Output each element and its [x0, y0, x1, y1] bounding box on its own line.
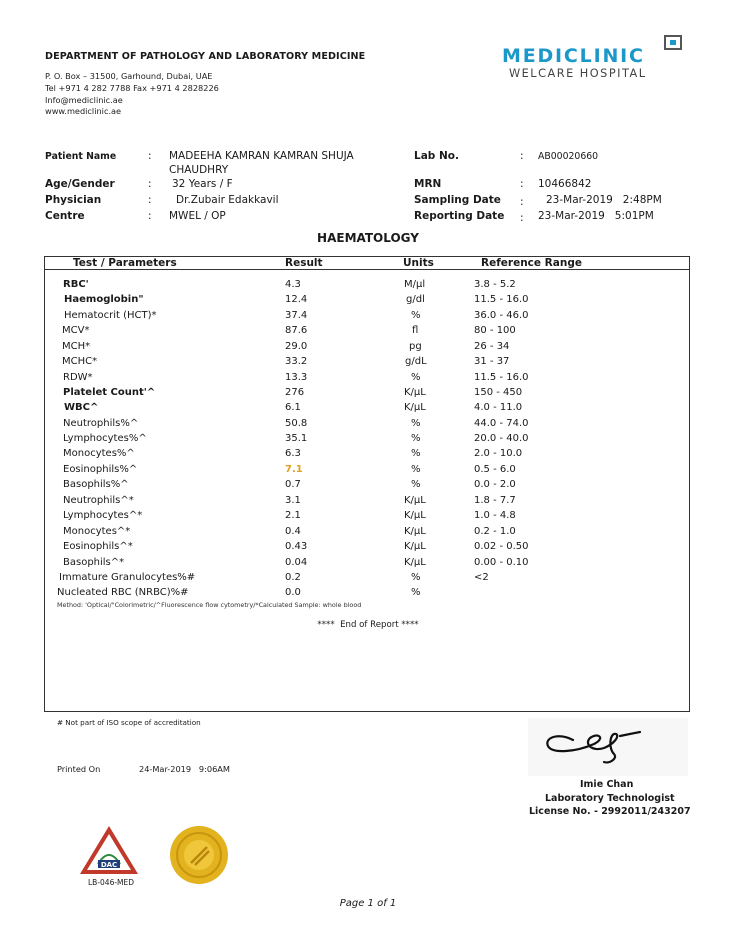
table-row [0, 479, 736, 494]
section-title: HAEMATOLOGY [317, 231, 419, 245]
test-result: 0.4 [285, 526, 301, 537]
dac-text: DAC [100, 861, 118, 869]
test-result: 0.2 [285, 572, 301, 583]
test-reference: 44.0 - 74.0 [474, 418, 529, 429]
test-result: 3.1 [285, 495, 301, 506]
test-result: 35.1 [285, 433, 308, 444]
physician-label: Physician [45, 194, 102, 206]
test-reference: 2.0 - 10.0 [474, 448, 523, 459]
test-result: 0.04 [285, 557, 308, 568]
test-result: 6.1 [285, 402, 301, 413]
colon: : [520, 178, 524, 190]
dac-accreditation-icon [78, 824, 140, 876]
test-name: Platelet Count'^ [63, 387, 156, 398]
test-unit: M/µl [404, 279, 426, 290]
table-row [0, 526, 736, 541]
test-reference: 26 - 34 [474, 341, 510, 352]
test-unit: % [411, 418, 421, 429]
address-line: P. O. Box – 31500, Garhound, Dubai, UAE [45, 71, 213, 81]
reporting-date-value: 23-Mar-2019 5:01PM [538, 210, 654, 222]
gold-seal-icon [169, 825, 229, 885]
test-result: 0.0 [285, 587, 301, 598]
test-name: Neutrophils^* [63, 495, 134, 506]
test-result: 87.6 [285, 325, 308, 336]
test-unit: % [411, 464, 421, 475]
table-row [0, 402, 736, 417]
table-row [0, 572, 736, 587]
table-row [0, 510, 736, 525]
test-result: 37.4 [285, 310, 308, 321]
test-result: 13.3 [285, 372, 308, 383]
test-result: 2.1 [285, 510, 301, 521]
test-reference: 20.0 - 40.0 [474, 433, 529, 444]
logo-name: MEDICLINIC [502, 45, 645, 67]
test-result: 12.4 [285, 294, 308, 305]
table-row [0, 541, 736, 556]
end-of-report: **** End of Report **** [317, 620, 419, 630]
page-number: Page 1 of 1 [339, 898, 397, 909]
test-unit: % [411, 372, 421, 383]
test-result: 4.3 [285, 279, 301, 290]
test-name: Basophils^* [63, 557, 125, 568]
test-name: MCV* [62, 325, 90, 336]
test-name: Monocytes%^ [63, 448, 135, 459]
test-reference: 150 - 450 [474, 387, 523, 398]
test-result: 0.7 [285, 479, 301, 490]
table-row [0, 310, 736, 325]
test-unit: K/µL [404, 526, 426, 537]
test-reference: 11.5 - 16.0 [474, 372, 529, 383]
colon: : [148, 194, 152, 206]
age-gender-label: Age/Gender [45, 178, 115, 190]
centre-label: Centre [45, 210, 85, 222]
table-row [0, 448, 736, 463]
test-unit: % [411, 310, 421, 321]
test-name: WBC^ [64, 402, 99, 413]
colon: : [520, 196, 524, 208]
license-number: License No. - 2992011/243207 [529, 806, 691, 817]
test-reference: 0.02 - 0.50 [474, 541, 529, 552]
test-unit: g/dl [406, 294, 425, 305]
test-unit: g/dL [405, 356, 427, 367]
test-name: Lymphocytes^* [63, 510, 143, 521]
colon: : [520, 150, 524, 162]
test-result: 33.2 [285, 356, 308, 367]
lab-no-label: Lab No. [414, 150, 459, 162]
col-header-units: Units [403, 257, 434, 269]
iso-scope-note: # Not part of ISO scope of accreditation [57, 718, 201, 727]
signatory-title: Laboratory Technologist [545, 793, 675, 804]
test-unit: pg [409, 341, 422, 352]
logo-icon [664, 35, 682, 50]
table-row [0, 294, 736, 309]
test-name: Nucleated RBC (NRBC)%# [57, 587, 189, 598]
test-name: MCHC* [62, 356, 98, 367]
patient-name-value: MADEEHA KAMRAN KAMRAN SHUJA [169, 150, 354, 162]
test-unit: fl [412, 325, 419, 336]
col-header-result: Result [285, 257, 323, 269]
signatory-name: Imie Chan [580, 779, 634, 790]
test-unit: % [411, 587, 421, 598]
reporting-date-label: Reporting Date [414, 210, 505, 222]
table-row [0, 418, 736, 433]
dac-code: LB-046-MED [88, 878, 135, 887]
test-result: 6.3 [285, 448, 301, 459]
lab-no-value: AB00020660 [538, 151, 599, 162]
test-name: Hematocrit (HCT)* [64, 310, 157, 321]
test-result: 29.0 [285, 341, 308, 352]
test-name: MCH* [62, 341, 91, 352]
test-reference: 11.5 - 16.0 [474, 294, 529, 305]
table-row [0, 387, 736, 402]
sampling-date-value: 23-Mar-2019 2:48PM [546, 194, 662, 206]
test-reference: 0.5 - 6.0 [474, 464, 516, 475]
colon: : [148, 178, 152, 190]
test-unit: % [411, 572, 421, 583]
test-reference: 31 - 37 [474, 356, 510, 367]
test-reference: 1.0 - 4.8 [474, 510, 516, 521]
test-result: 276 [285, 387, 305, 398]
test-result: 50.8 [285, 418, 308, 429]
table-row [0, 557, 736, 572]
table-row [0, 587, 736, 602]
test-reference: 36.0 - 46.0 [474, 310, 529, 321]
table-row [0, 372, 736, 387]
test-name: Neutrophils%^ [63, 418, 139, 429]
test-unit: % [411, 433, 421, 444]
test-name: Immature Granulocytes%# [59, 572, 196, 583]
website-line: www.mediclinic.ae [45, 106, 122, 116]
test-reference: 80 - 100 [474, 325, 516, 336]
mrn-label: MRN [414, 178, 442, 190]
test-reference: 4.0 - 11.0 [474, 402, 523, 413]
test-unit: K/µL [404, 495, 426, 506]
test-reference: <2 [474, 572, 489, 583]
table-header-divider [44, 269, 690, 270]
col-header-test: Test / Parameters [73, 257, 177, 269]
age-gender-value: 32 Years / F [172, 178, 233, 190]
test-name: Eosinophils%^ [63, 464, 138, 475]
test-unit: % [411, 479, 421, 490]
test-name: RBC' [63, 279, 89, 290]
physician-value: Dr.Zubair Edakkavil [176, 194, 279, 206]
mrn-value: 10466842 [538, 178, 592, 190]
patient-name-label: Patient Name [45, 151, 117, 162]
test-unit: K/µL [404, 541, 426, 552]
table-row [0, 356, 736, 371]
test-name: Monocytes^* [63, 526, 131, 537]
printed-on-value: 24-Mar-2019 9:06AM [139, 764, 230, 774]
table-row [0, 325, 736, 340]
test-name: Basophils%^ [63, 479, 129, 490]
table-row [0, 433, 736, 448]
table-row [0, 464, 736, 479]
test-unit: % [411, 448, 421, 459]
test-unit: K/µL [404, 510, 426, 521]
col-header-reference: Reference Range [481, 257, 582, 269]
test-name: Haemoglobin" [64, 294, 144, 305]
table-row [0, 341, 736, 356]
table-row [0, 279, 736, 294]
test-unit: K/µL [404, 402, 426, 413]
logo-subtitle: WELCARE HOSPITAL [509, 67, 647, 80]
signature-icon [528, 718, 688, 776]
test-name: Lymphocytes%^ [63, 433, 147, 444]
colon: : [148, 150, 152, 162]
test-name: RDW* [63, 372, 93, 383]
sampling-date-label: Sampling Date [414, 194, 501, 206]
test-unit: K/µL [404, 387, 426, 398]
colon: : [148, 210, 152, 222]
patient-name-value-cont: CHAUDHRY [169, 164, 229, 176]
test-unit: K/µL [404, 557, 426, 568]
colon: : [520, 212, 524, 224]
test-reference: 1.8 - 7.7 [474, 495, 516, 506]
department-title: DEPARTMENT OF PATHOLOGY AND LABORATORY MEDICINE [45, 51, 366, 62]
test-reference: 0.0 - 2.0 [474, 479, 516, 490]
table-row [0, 495, 736, 510]
centre-value: MWEL / OP [169, 210, 226, 222]
test-result-flagged-high: 7.1 [285, 464, 303, 475]
printed-on-label: Printed On [57, 764, 101, 774]
test-result: 0.43 [285, 541, 308, 552]
phone-fax-line: Tel +971 4 282 7788 Fax +971 4 2828226 [45, 83, 219, 93]
test-reference: 0.00 - 0.10 [474, 557, 529, 568]
email-line: Info@mediclinic.ae [45, 95, 123, 105]
test-reference: 3.8 - 5.2 [474, 279, 516, 290]
test-reference: 0.2 - 1.0 [474, 526, 516, 537]
method-note: Method: 'Optical/"Colorimetric/^Fluorescence flow cytometry/*Calculated Sample: whole blood [57, 601, 362, 609]
test-name: Eosinophils^* [63, 541, 133, 552]
signature-area [528, 718, 688, 776]
